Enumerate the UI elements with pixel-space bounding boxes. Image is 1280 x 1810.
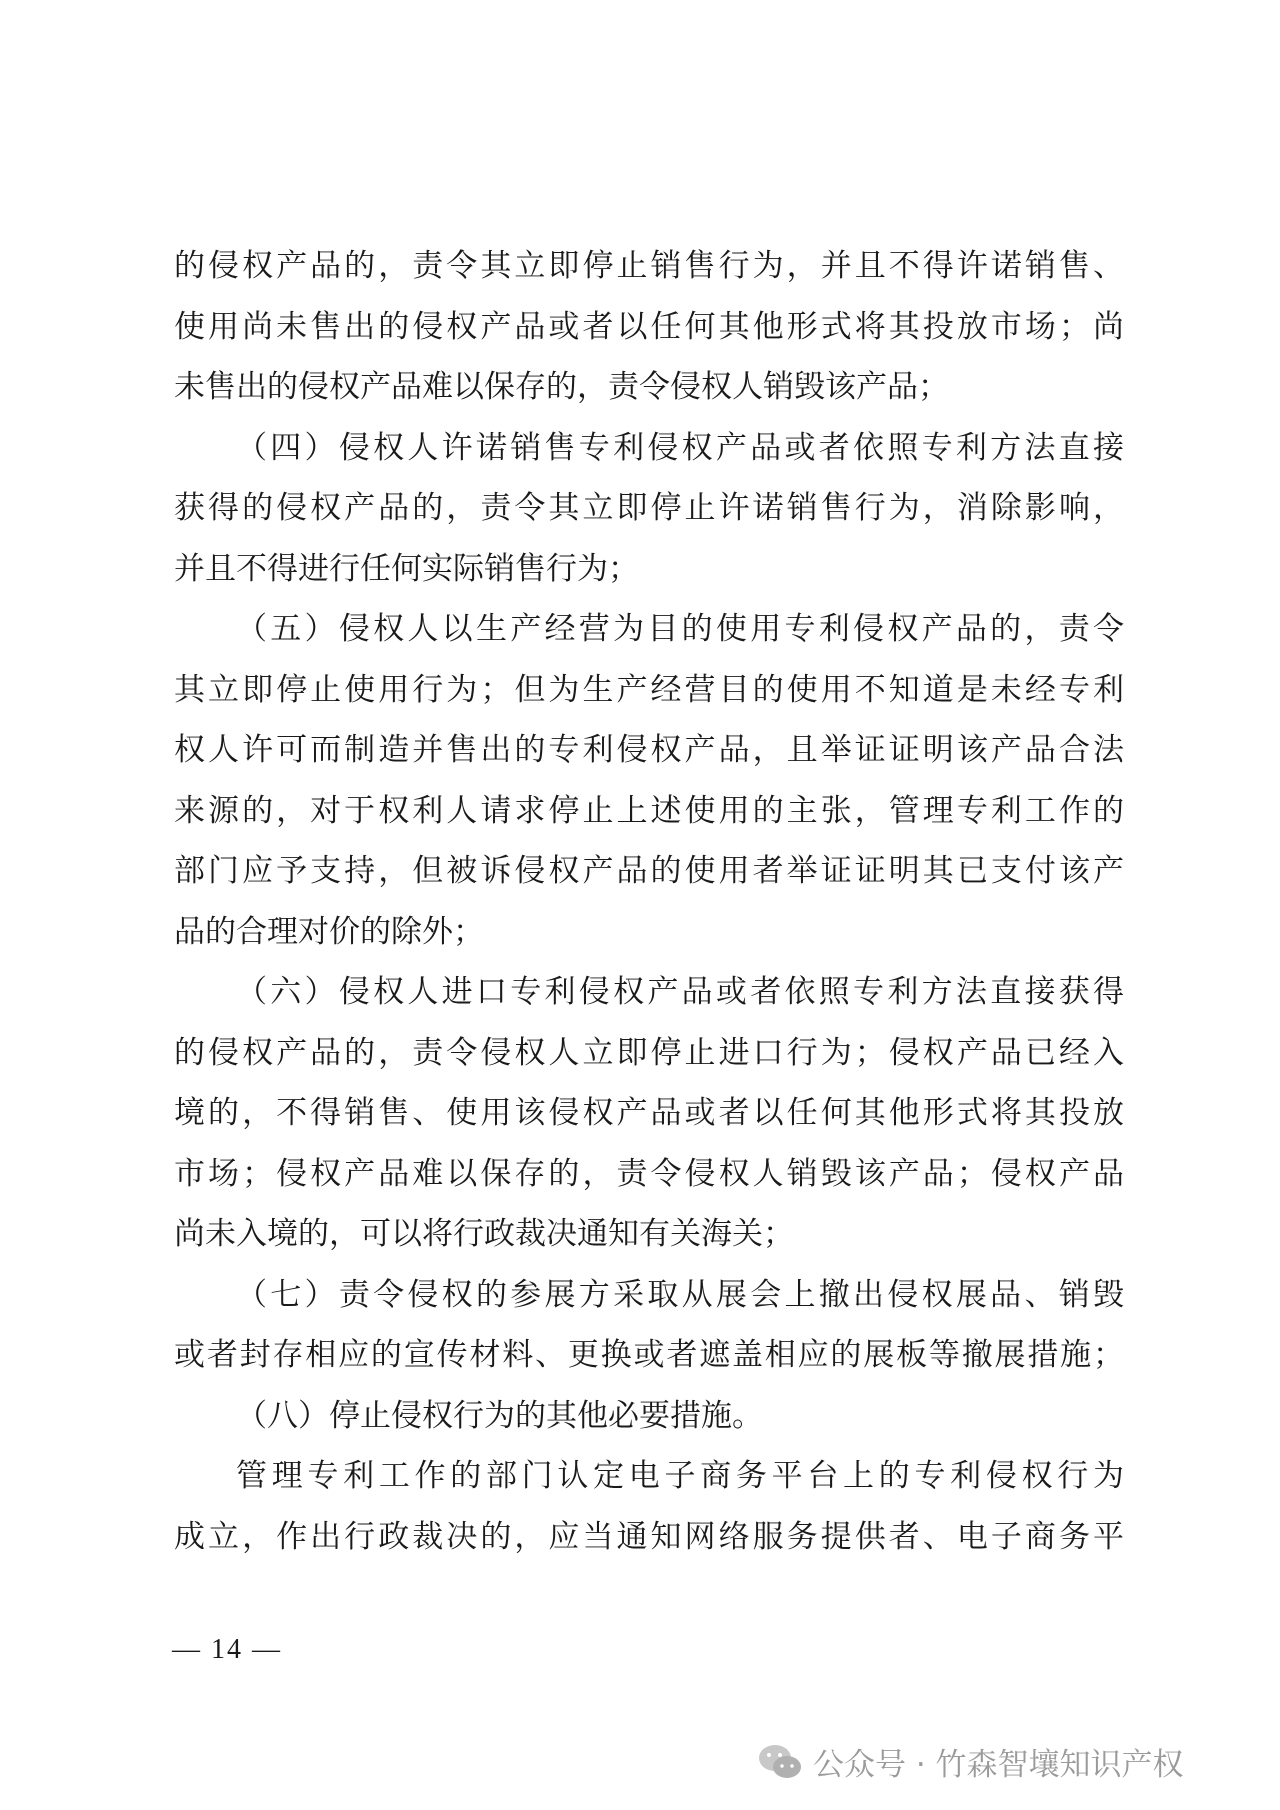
text-line: 或者封存相应的宣传材料、更换或者遮盖相应的展板等撤展措施； <box>174 1337 1124 1373</box>
text-line: 管理专利工作的部门认定电子商务平台上的专利侵权行为 <box>236 1458 1124 1494</box>
text-line: 成立，作出行政裁决的，应当通知网络服务提供者、电子商务平 <box>174 1518 1124 1555</box>
text-line: 部门应予支持，但被诉侵权产品的使用者举证证明其已支付该产 <box>174 853 1124 889</box>
watermark <box>757 1739 1184 1784</box>
text-line: 并且不得进行任何实际销售行为； <box>174 550 639 587</box>
wechat-icon <box>757 1742 803 1782</box>
text-line: 的侵权产品的，责令其立即停止销售行为，并且不得许诺销售、 <box>174 248 1124 284</box>
text-line: （四）侵权人许诺销售专利侵权产品或者依照专利方法直接 <box>236 429 1124 466</box>
text-line: 境的，不得销售、使用该侵权产品或者以任何其他形式将其投放 <box>174 1095 1124 1131</box>
text-line: （五）侵权人以生产经营为目的使用专利侵权产品的，责令 <box>236 611 1124 647</box>
text-line: 获得的侵权产品的，责令其立即停止许诺销售行为，消除影响， <box>174 490 1124 526</box>
text-line: 来源的，对于权利人请求停止上述使用的主张，管理专利工作的 <box>174 792 1124 829</box>
text-line: 权人许可而制造并售出的专利侵权产品，且举证证明该产品合法 <box>174 732 1124 768</box>
text-line: （六）侵权人进口专利侵权产品或者依照专利方法直接获得 <box>236 974 1124 1010</box>
text-line: （八）停止侵权行为的其他必要措施。 <box>236 1397 763 1434</box>
page-number: — 14 — <box>172 1634 282 1665</box>
watermark-text: 公众号 · 竹森智壤知识产权 <box>813 1747 1184 1783</box>
text-line: （七）责令侵权的参展方采取从展会上撤出侵权展品、销毁 <box>236 1276 1124 1313</box>
body-text <box>174 236 1124 1567</box>
text-line: 品的合理对价的除外； <box>174 913 484 950</box>
text-line: 使用尚未售出的侵权产品或者以任何其他形式将其投放市场；尚 <box>174 308 1124 345</box>
text-line: 的侵权产品的，责令侵权人立即停止进口行为；侵权产品已经入 <box>174 1034 1124 1071</box>
text-line: 市场；侵权产品难以保存的，责令侵权人销毁该产品；侵权产品 <box>174 1155 1124 1192</box>
text-line: 尚未入境的，可以将行政裁决通知有关海关； <box>174 1216 794 1252</box>
text-line: 其立即停止使用行为；但为生产经营目的使用不知道是未经专利 <box>174 671 1124 708</box>
text-line: 未售出的侵权产品难以保存的，责令侵权人销毁该产品； <box>174 369 949 405</box>
